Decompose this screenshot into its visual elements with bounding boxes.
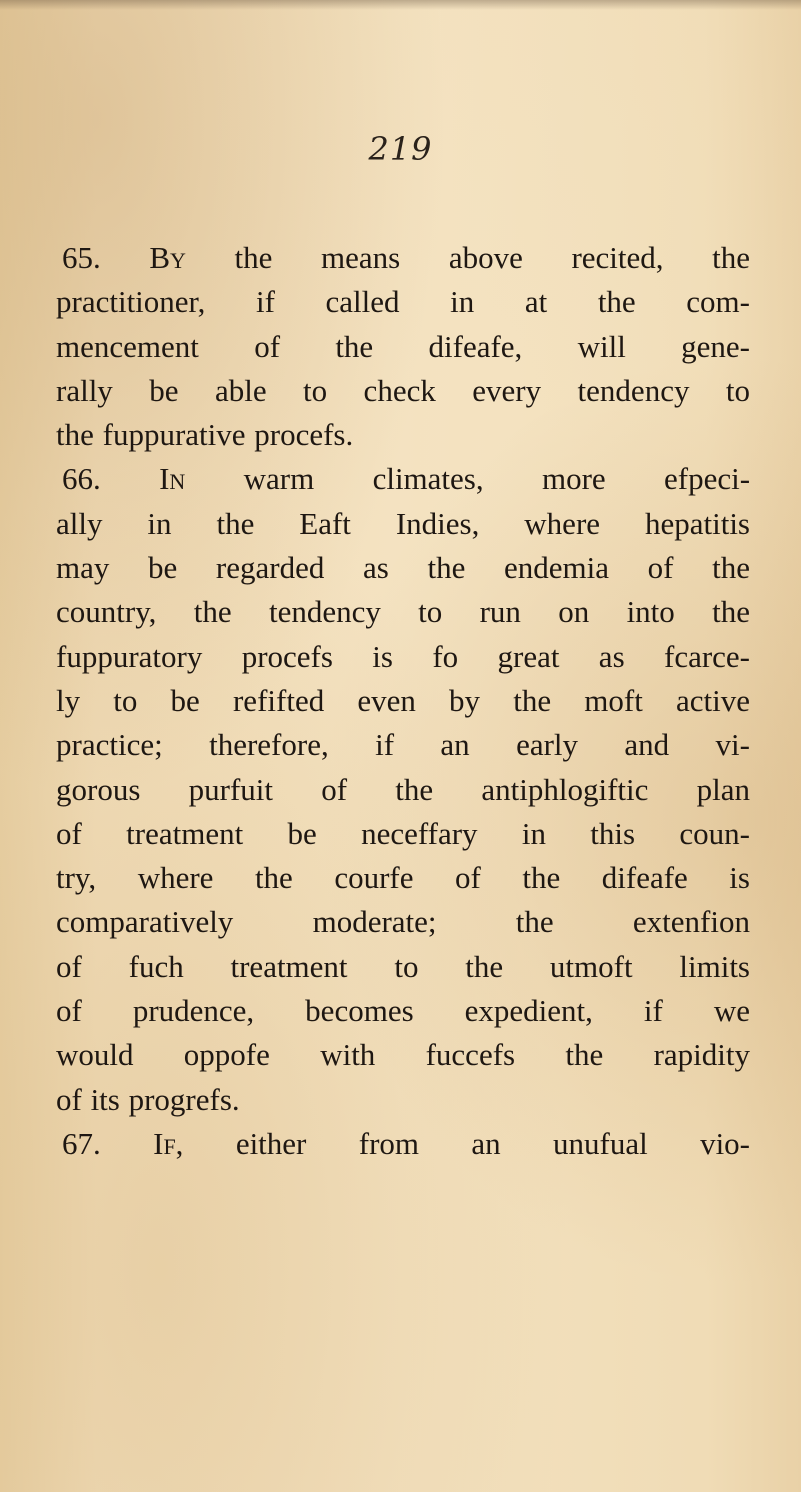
paragraph-number: 65.	[62, 240, 101, 275]
paragraph-lead-word: By	[149, 240, 186, 275]
paragraph-66-line-14: would oppofe with fuccefs the rapidity	[56, 1037, 750, 1073]
paragraph-66-line-12: of fuch treatment to the utmoft limits	[56, 948, 750, 984]
page-top-shadow	[0, 0, 801, 10]
paragraph-67-line-1: 67. If, either from an unufual vio-	[62, 1125, 751, 1161]
paragraph-66-line-5: fuppuratory procefs is fo great as fcarce-	[56, 638, 750, 674]
paragraph-number: 66.	[62, 461, 101, 497]
paragraph-66-line-4: country, the tendency to run on into the	[56, 594, 750, 630]
paragraph-66-line-8: gorous purfuit of the antiphlogiftic plan	[56, 771, 750, 807]
paragraph-lead-word: In	[159, 461, 186, 497]
paragraph-66-line-3: may be regarded as the endemia of the	[56, 550, 750, 586]
paragraph-66-line-11: comparatively moderate; the extenfion	[56, 904, 750, 940]
paragraph-65-line-1: 65. By the means above recited, the	[62, 240, 750, 275]
paragraph-66-line-15: of its progrefs.	[56, 1081, 240, 1117]
page-number: 219	[368, 130, 433, 168]
paragraph-65-line-5: the fuppurative procefs.	[56, 417, 354, 453]
paragraph-66-line-9: of treatment be neceffary in this coun-	[56, 815, 750, 851]
body-text	[56, 236, 750, 1166]
paragraph-66-line-6: ly to be refifted even by the moft active	[56, 682, 750, 718]
paragraph-66-line-7: practice; therefore, if an early and vi-	[56, 727, 750, 763]
paragraph-66-line-13: of prudence, becomes expedient, if we	[56, 993, 750, 1029]
paragraph-number: 67.	[62, 1125, 101, 1161]
paragraph-lead-word: If,	[153, 1125, 184, 1161]
paragraph-66-line-2: ally in the Eaft Indies, where hepatitis	[56, 505, 750, 541]
paragraph-66-line-10: try, where the courfe of the difeafe is	[56, 860, 750, 896]
paragraph-66-line-1: 66. In warm climates, more efpeci-	[62, 461, 751, 497]
paragraph-65-line-3: mencement of the difeafe, will gene-	[56, 328, 750, 364]
paragraph-65-line-4: rally be able to check every tendency to	[56, 372, 750, 408]
paragraph-65-line-2: practitioner, if called in at the com-	[56, 284, 750, 320]
